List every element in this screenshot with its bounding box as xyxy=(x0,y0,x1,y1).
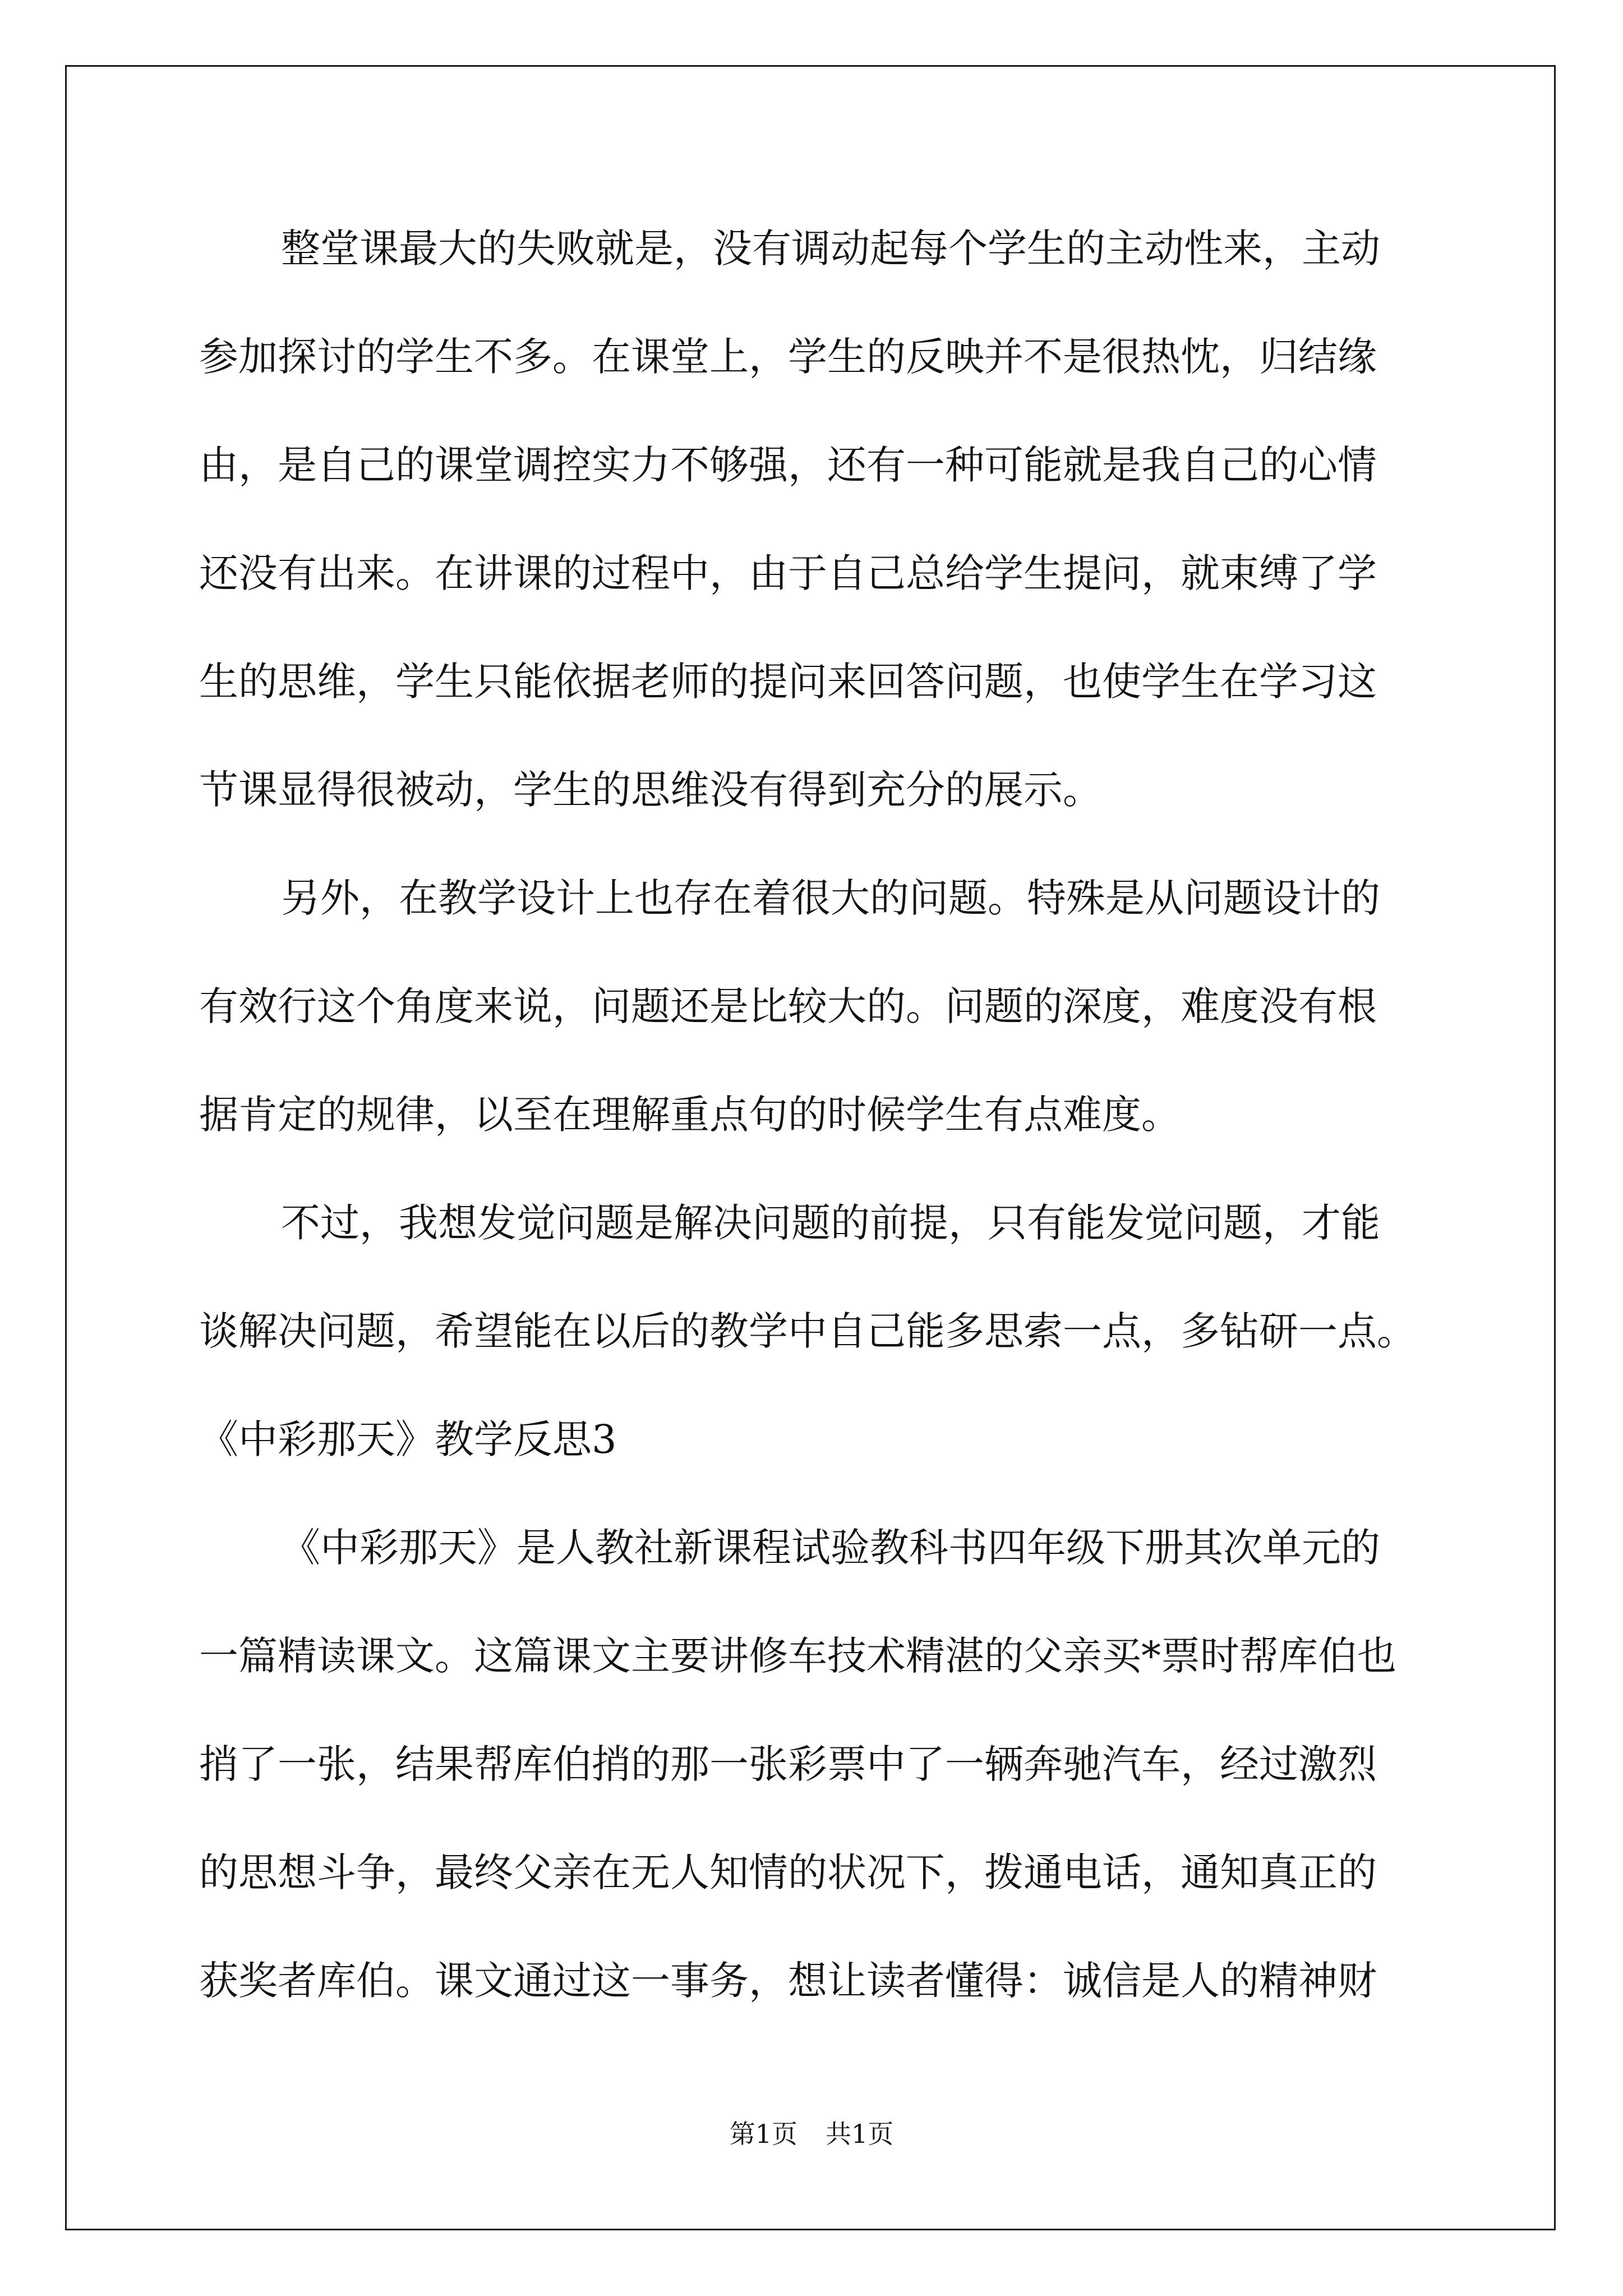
page-number: 第1页 xyxy=(729,2119,797,2149)
text-line: 《中彩那天》是人教社新课程试验教科书四年级下册其次单元的 xyxy=(281,1525,1380,1571)
page-footer xyxy=(0,2117,1623,2151)
section-heading: 《中彩那天》教学反思3 xyxy=(199,1416,617,1462)
document-body xyxy=(199,216,1427,2056)
text-line: 还没有出来。在讲课的过程中，由于自己总给学生提问，就束缚了学 xyxy=(199,550,1377,596)
text-line: 另外，在教学设计上也存在着很大的问题。特殊是从问题设计的 xyxy=(281,875,1380,921)
text-line: 谈解决问题，希望能在以后的教学中自己能多思索一点，多钻研一点。 xyxy=(199,1308,1416,1354)
text-line: 捎了一张，结果帮库伯捎的那一张彩票中了一辆奔驰汽车，经过激烈 xyxy=(199,1741,1377,1787)
text-line: 生的思维，学生只能依据老师的提问来回答问题，也使学生在学习这 xyxy=(199,659,1377,705)
text-line: 据肯定的规律，以至在理解重点句的时候学生有点难度。 xyxy=(199,1092,1181,1138)
text-line: 整堂课最大的失败就是，没有调动起每个学生的主动性来，主动 xyxy=(281,226,1380,272)
text-line: 获奖者库伯。课文通过这一事务，想让读者懂得：诚信是人的精神财 xyxy=(199,1958,1377,2004)
text-line: 节课显得很被动，学生的思维没有得到充分的展示。 xyxy=(199,767,1102,813)
page-total: 共1页 xyxy=(826,2119,894,2149)
text-line: 参加探讨的学生不多。在课堂上，学生的反映并不是很热忱，归结缘 xyxy=(199,334,1377,380)
text-line: 不过，我想发觉问题是解决问题的前提，只有能发觉问题，才能 xyxy=(281,1200,1380,1246)
text-line: 有效行这个角度来说，问题还是比较大的。问题的深度，难度没有根 xyxy=(199,983,1377,1029)
text-line: 由，是自己的课堂调控实力不够强，还有一种可能就是我自己的心情 xyxy=(199,442,1377,488)
text-line: 一篇精读课文。这篇课文主要讲修车技术精湛的父亲买*票时帮库伯也 xyxy=(199,1633,1396,1679)
text-line: 的思想斗争，最终父亲在无人知情的状况下，拨通电话，通知真正的 xyxy=(199,1849,1377,1895)
